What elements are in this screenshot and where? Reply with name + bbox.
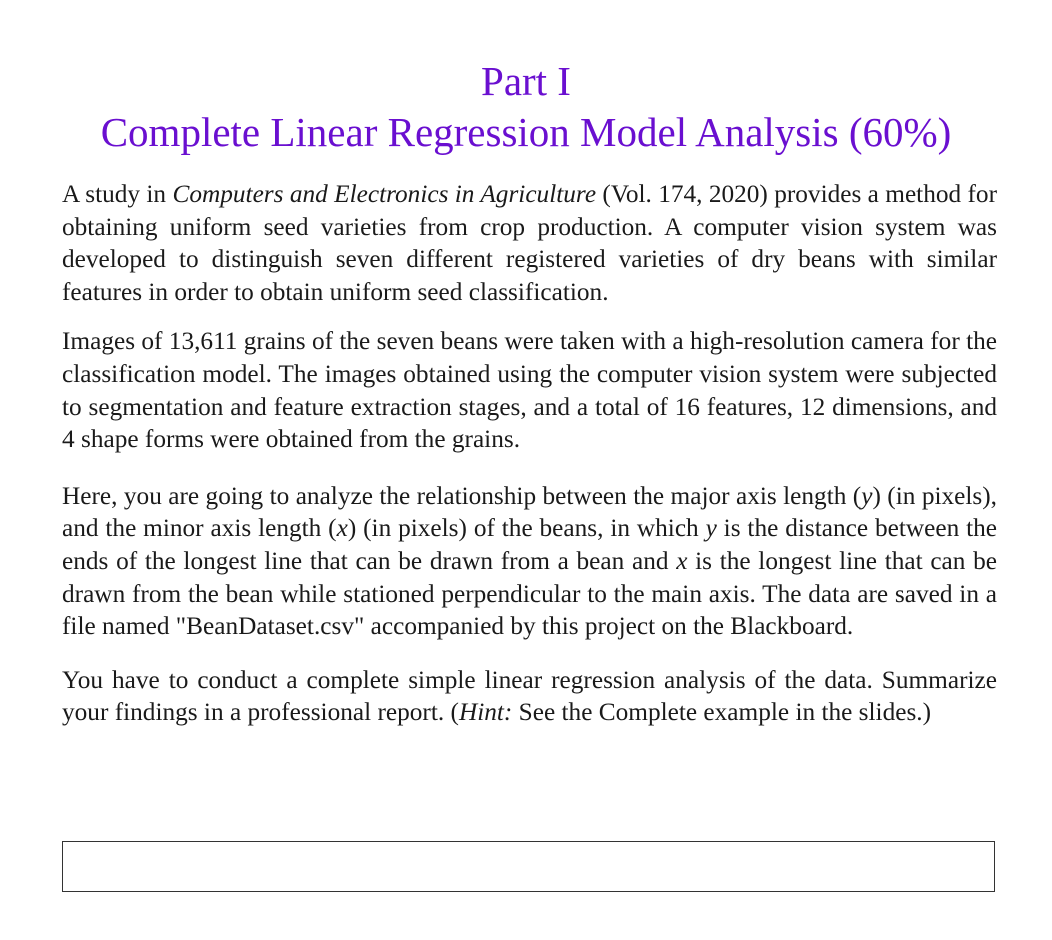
images-paragraph: Images of 13,611 grains of the seven beans were taken with a high-resolution camera for the classification model. The images obtained using the computer vision system were subjected to segmentation and feature extraction stages, and a total of 16 features, 12 dimensions, and 4 shape forms were obtained from the grains. — [62, 327, 997, 454]
part-label: Part I — [481, 58, 571, 104]
intro-paragraph — [62, 178, 997, 308]
p3-s4: is the distance between the ends of the longest line that can be drawn from a bean and — [62, 514, 997, 575]
task-paragraph — [62, 480, 997, 643]
section-title: Complete Linear Regression Model Analysis (60%) — [100, 109, 952, 155]
hint-label: Hint: — [458, 698, 513, 727]
var-y-2: y — [705, 514, 717, 543]
p4-post: See the Complete example in the slides.) — [512, 698, 932, 727]
p3-s5: is the longest line that can be drawn from the bean while stationed perpendicular to the main axis. The data are saved in a file named "BeanDataset.csv" accompanied by this project on the Blackboard. — [62, 546, 997, 641]
answer-box[interactable] — [62, 841, 995, 892]
var-y: y — [861, 481, 873, 510]
p4-pre: You have to conduct a complete simple linear regression analysis of the data. Summarize your findings in a professional report. ( — [62, 665, 997, 727]
document-body — [62, 178, 997, 729]
p1-pre: A study in — [62, 180, 173, 208]
p3-s3: ) (in pixels) of the beans, in which — [347, 514, 706, 543]
p3-s1: Here, you are going to analyze the relationship between the major axis length ( — [62, 481, 862, 510]
var-x: x — [336, 514, 348, 543]
journal-name: Computers and Electronics in Agriculture — [172, 180, 597, 208]
instructions-paragraph — [62, 664, 997, 729]
var-x-2: x — [676, 546, 688, 575]
p3-s2: ) (in pixels), and the minor axis length ( — [62, 481, 997, 543]
p1-post: (Vol. 174, 2020) provides a method for obtaining uniform seed varieties from crop production. A computer vision system was developed to distinguish seven different registered varieties of dry beans with similar features in order to obtain uniform seed classification. — [62, 180, 997, 306]
